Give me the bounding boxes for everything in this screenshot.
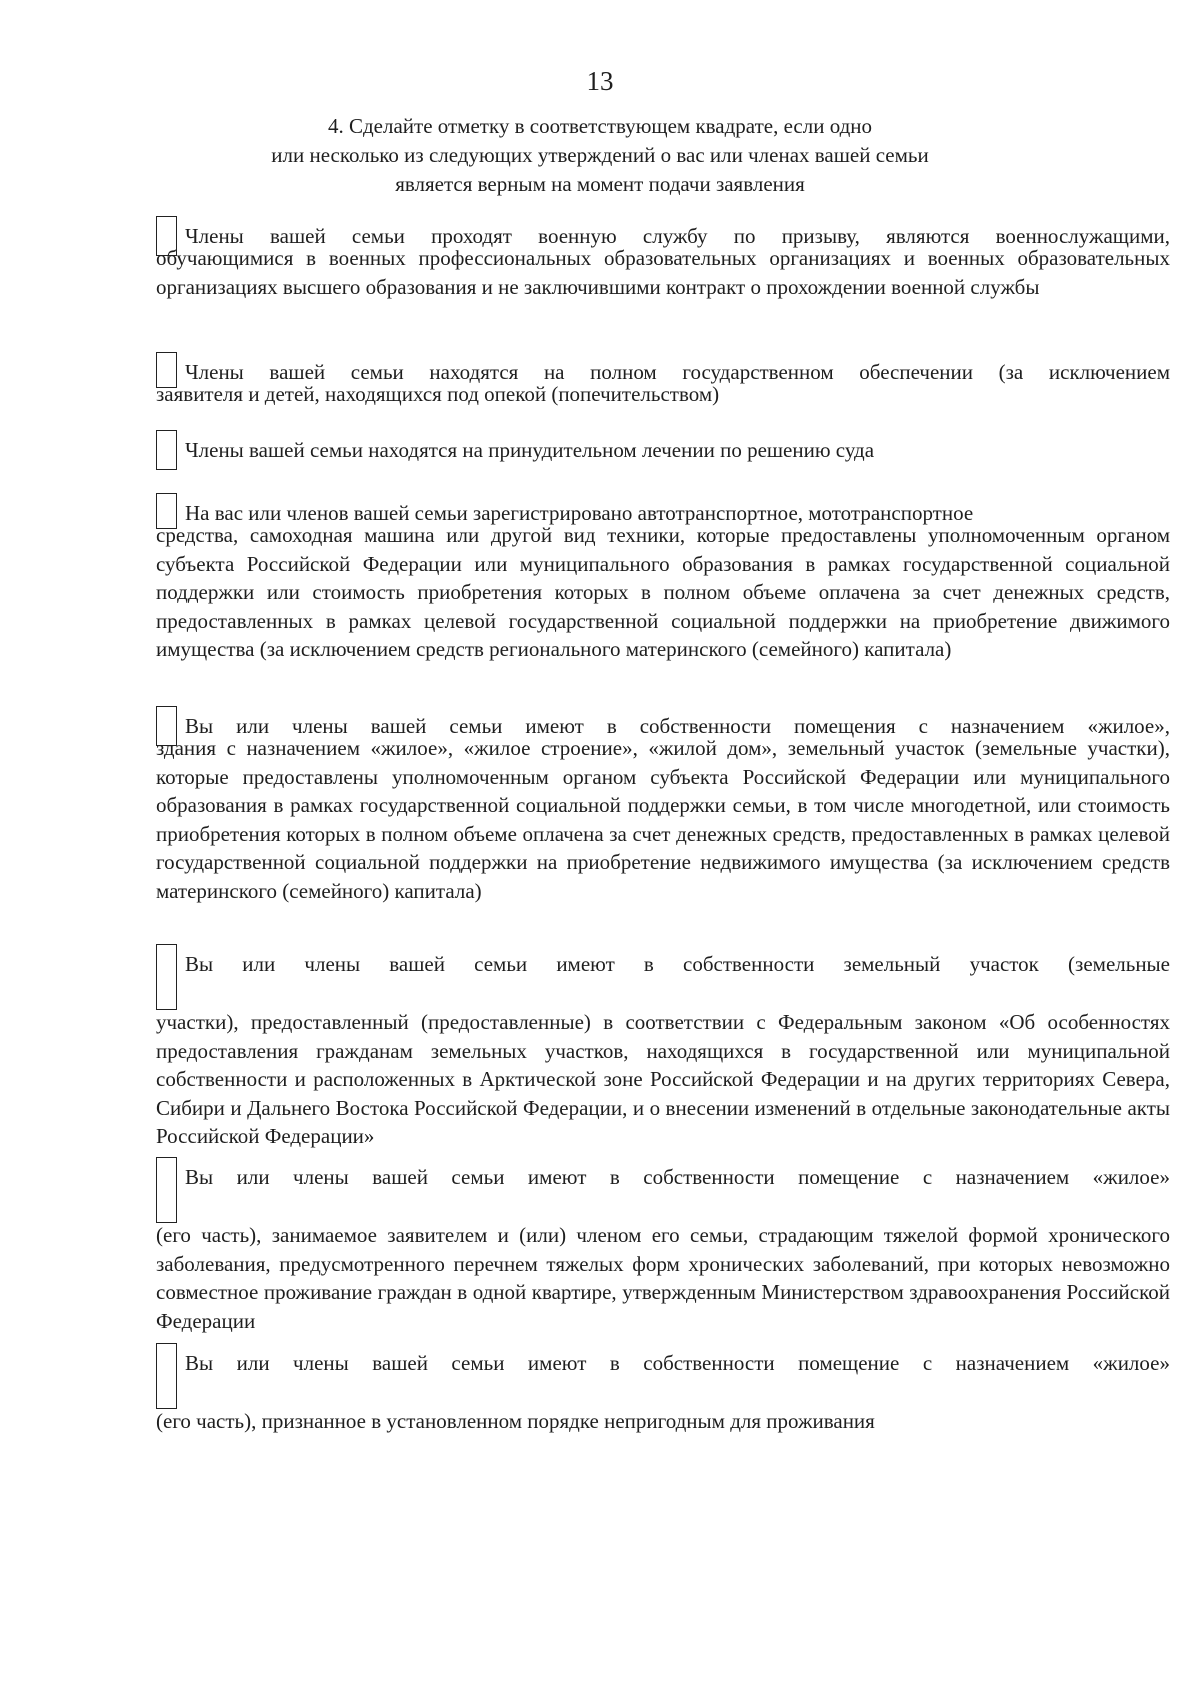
statement-8-text: (его часть), признанное в установленном порядке непригодным для проживания [156, 1409, 875, 1433]
statement-item-7 [156, 1163, 1170, 1335]
statement-5-text: здания с назначением «жилое», «жилое строение», «жилой дом», земельный участок (земельные участки), которые предоставлены уполномоченным органом субъекта Российской Федерации или муниципального образования в рамках государственной социальной поддержки семьи, в том числе многодетной, или стоимость приобретения которых в полном объеме оплачена за счет денежных средств, предоставленных в рамках целевой государственной социальной поддержки на приобретение недвижимого имущества (за исключением средств материнского (семейного) капитала) [156, 736, 1170, 903]
heading-line-2: или несколько из следующих утверждений о вас или членах вашей семьи [271, 143, 929, 167]
statement-item-2 [156, 358, 1170, 409]
statement-item-1 [156, 222, 1170, 301]
statement-6-first-line: Вы или члены вашей семьи имеют в собственности земельный участок (земельные [185, 952, 1170, 976]
statement-2-first-line: Члены вашей семьи находятся на полном государственном обеспечении (за исключением [185, 360, 1170, 384]
statement-1-text: обучающимися в военных профессиональных образовательных организациях и военных образовательных организациях высшего образования и не заключившими контракт о прохождении военной службы [156, 246, 1170, 299]
statement-3-first-line: Члены вашей семьи находятся на принудительном лечении по решению суда [185, 438, 875, 462]
statement-8-first-line: Вы или члены вашей семьи имеют в собственности помещение с назначением «жилое» [185, 1351, 1170, 1375]
statement-item-3 [156, 436, 1170, 470]
page-number: 13 [586, 66, 614, 96]
statement-checkbox-6[interactable] [156, 944, 177, 1010]
statement-5-first-line: Вы или члены вашей семьи имеют в собственности помещения с назначением «жилое», [185, 714, 1170, 738]
heading-line-3: является верным на момент подачи заявления [395, 172, 805, 196]
statement-item-8 [156, 1349, 1170, 1436]
statement-4-text: средства, самоходная машина или другой вид техники, которые предоставлены уполномоченным органом субъекта Российской Федерации или муниципального образования в рамках государственной социальной поддержки или стоимость приобретения которых в полном объеме оплачена за счет денежных средств, предоставленных в рамках целевой государственной социальной поддержки на приобретение движимого имущества (за исключением средств регионального материнского (семейного) капитала) [156, 523, 1170, 661]
statement-6-text: участки), предоставленный (предоставленные) в соответствии с Федеральным законом «Об особенностях предоставления гражданам земельных участков, находящихся в государственной или муниципальной собственности и расположенных в Арктической зоне Российской Федерации и на других территориях Севера, Сибири и Дальнего Востока Российской Федерации, и о внесении изменений в отдельные законодательные акты Российской Федерации» [156, 1010, 1170, 1148]
statement-2-text: заявителя и детей, находящихся под опекой (попечительством) [156, 382, 720, 406]
statement-item-5 [156, 712, 1170, 905]
statement-checkbox-7[interactable] [156, 1157, 177, 1223]
statement-checkbox-3[interactable] [156, 430, 177, 470]
statement-7-first-line: Вы или члены вашей семьи имеют в собственности помещение с назначением «жилое» [185, 1165, 1170, 1189]
heading-line-1: 4. Сделайте отметку в соответствующем квадрате, если одно [327, 114, 873, 138]
statement-1-first-line: Члены вашей семьи проходят военную службу по призыву, являются военнослужащими, [185, 224, 1170, 248]
statement-checkbox-8[interactable] [156, 1343, 177, 1409]
statement-7-text: (его часть), занимаемое заявителем и (или) членом его семьи, страдающим тяжелой формой хронического заболевания, предусмотренного перечнем тяжелых форм хронических заболеваний, при которых невозможно совместное проживание граждан в одной квартире, утвержденным Министерством здравоохранения Российской Федерации [156, 1223, 1170, 1333]
statement-4-first-line: На вас или членов вашей семьи зарегистрировано автотранспортное, мототранспортное [185, 501, 974, 525]
statement-item-4 [156, 499, 1170, 664]
section-heading [150, 112, 1050, 199]
statement-item-6 [156, 950, 1170, 1151]
